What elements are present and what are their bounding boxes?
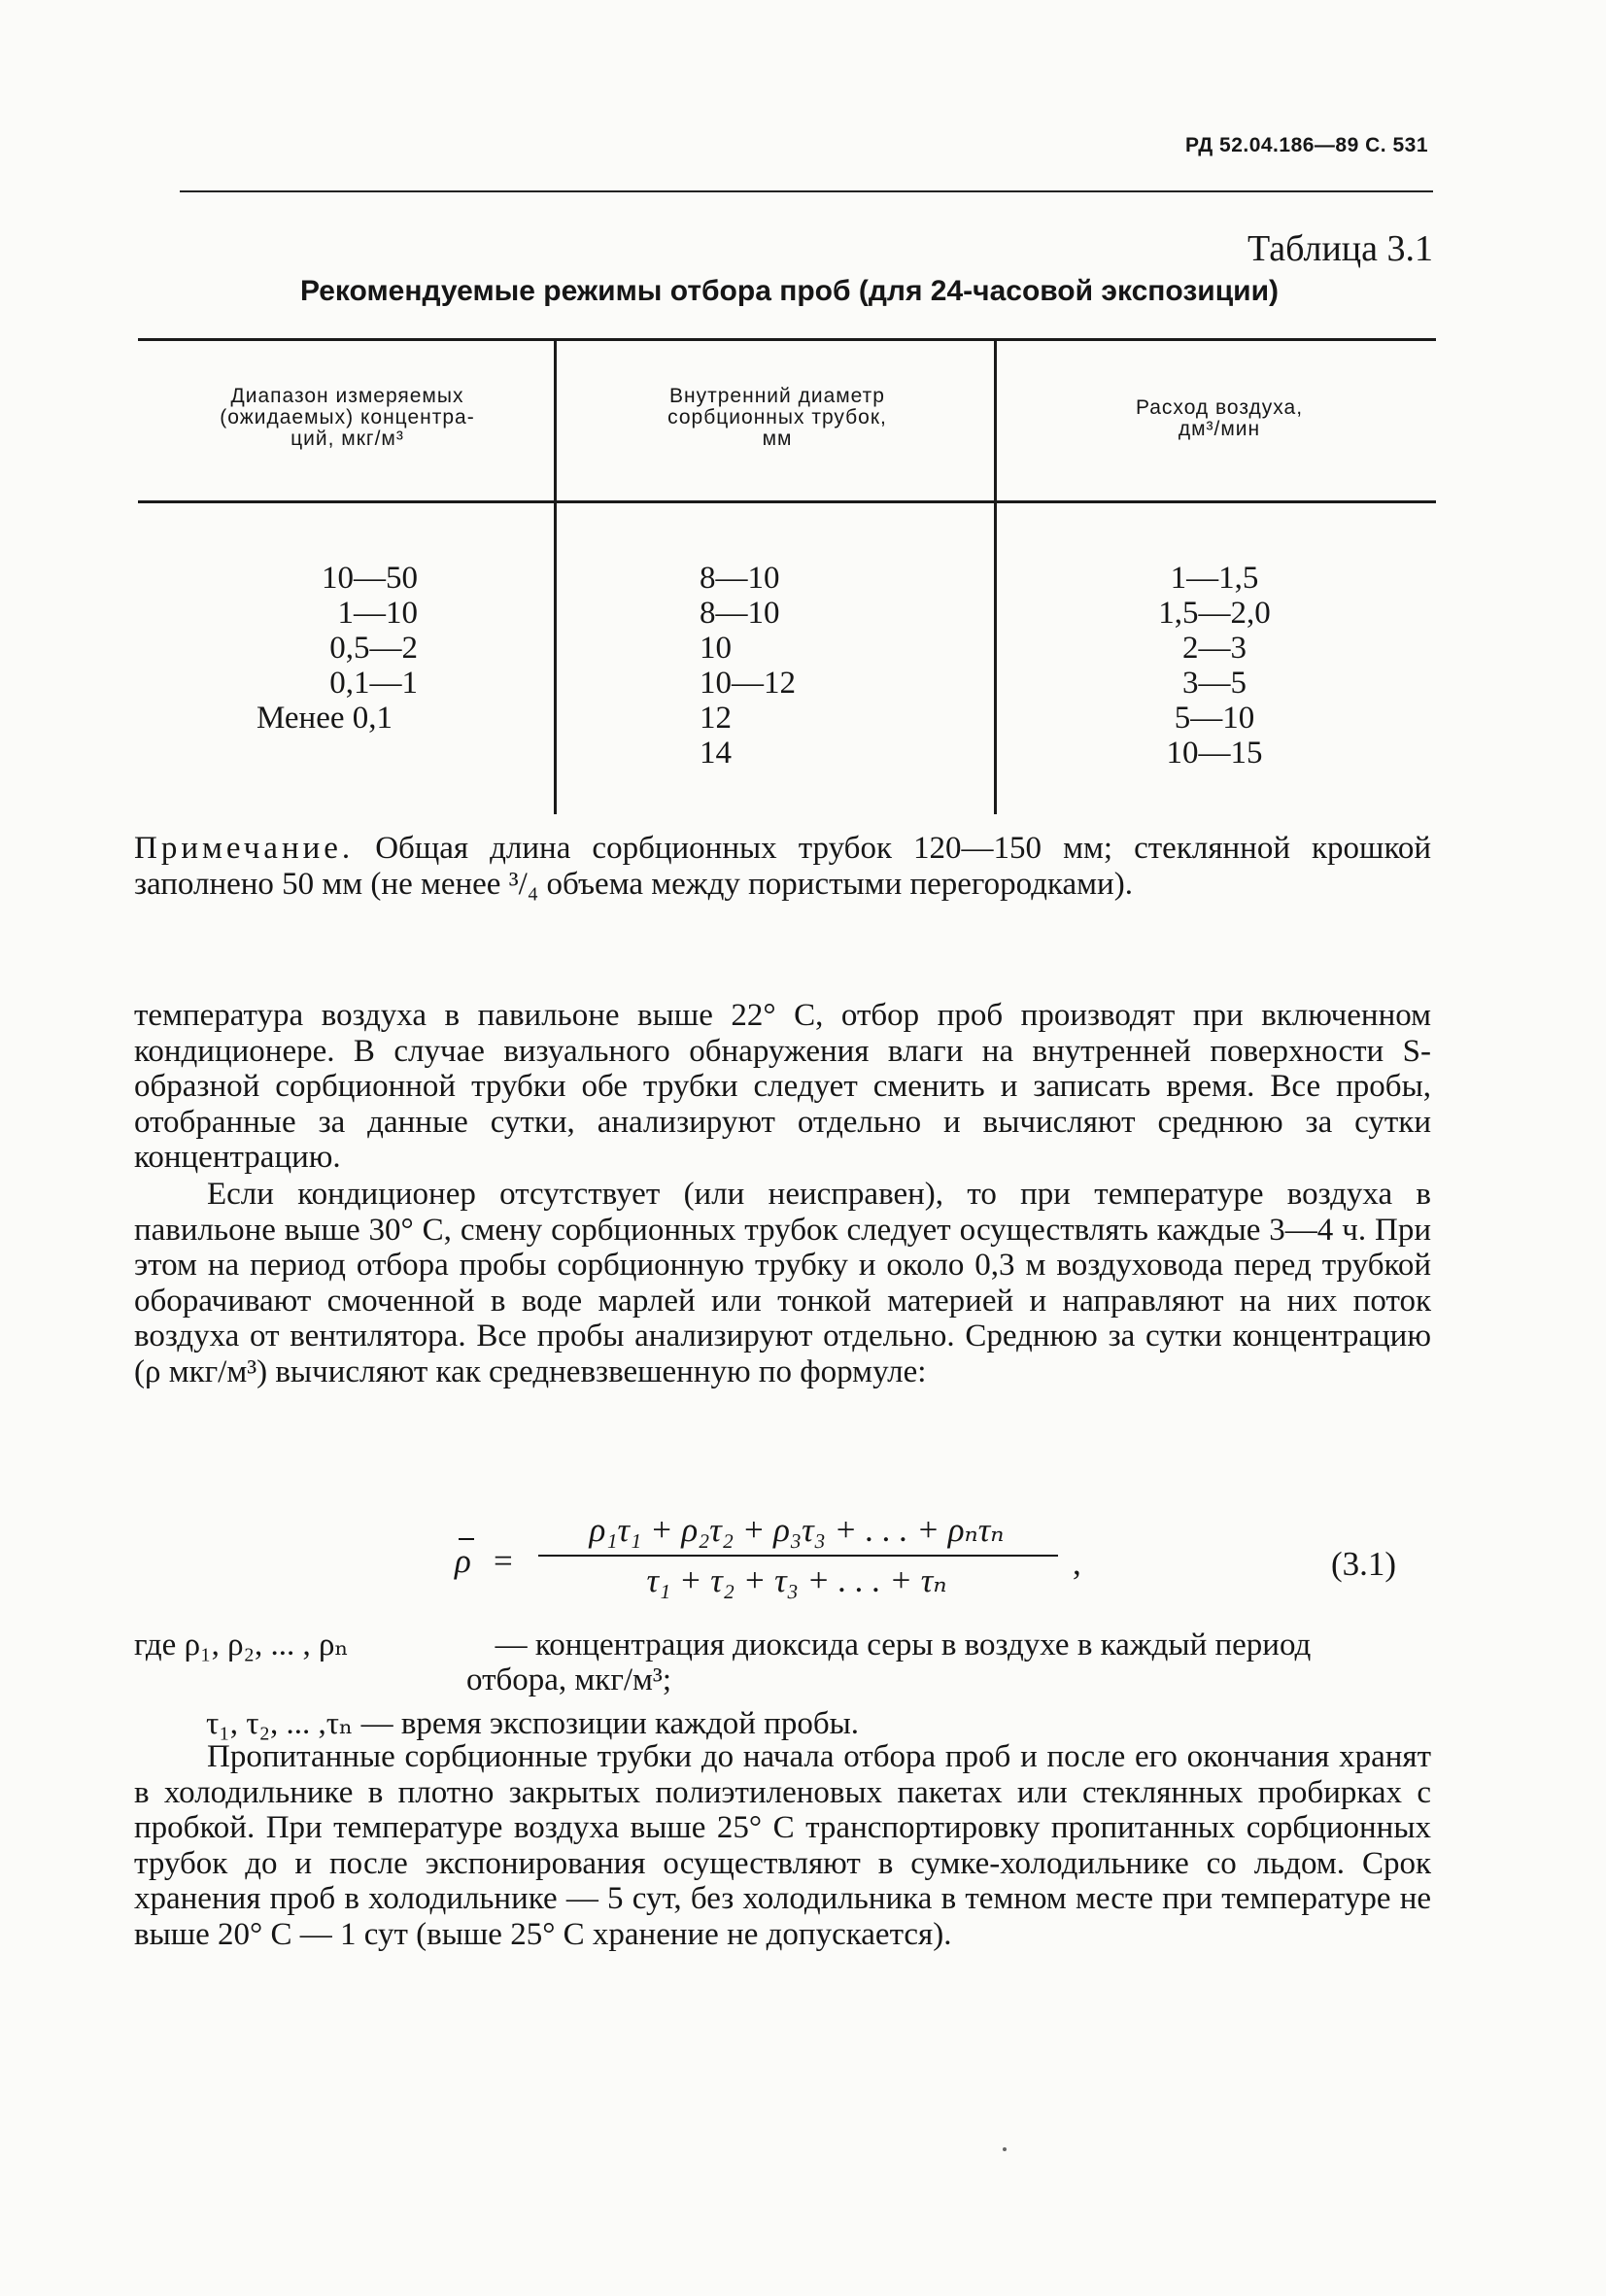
table-cell: 14 [700, 736, 732, 771]
body-paragraph: температура воздуха в павильоне выше 22° С, отбор проб производят при включенном кондиционере. В случае визуального обнаружения влаги на внутренней поверхности S-образной сорбционной трубки обе трубки следует сменить и записать время. Все пробы, отобранные за данные сутки, анализируют отдельно и вычисляют среднюю за сутки концентрацию. [134, 998, 1431, 1175]
body-paragraph: Пропитанные сорбционные трубки до начала отбора проб и после его окончания хранят в холодильнике в плотно закрытых полиэтиленовых пакетах или стеклянных пробирках с пробкой. При температуре воздуха выше 25° С транспортировку пропитанных сорбционных трубок до и после экспонирования осуществляют в сумке-холодильнике со льдом. Срок хранения проб в холодильнике — 5 сут, без холодильника в темном месте при температуре не выше 20° С — 1 сут (выше 25° С хранение не допускается). [134, 1739, 1431, 1952]
table-cell: 2—3 [1182, 631, 1247, 666]
column-divider [554, 340, 557, 814]
table-cell: 10—50 [322, 561, 418, 596]
table-cell: 0,5—2 [329, 631, 418, 666]
table-header-rule [138, 500, 1436, 503]
legend-intro: где [134, 1628, 177, 1662]
column-airflow-values [1117, 561, 1312, 771]
table-top-rule [138, 338, 1436, 341]
note-text: Общая длина сорбционных трубок 120—150 мм; стеклянной крошкой заполнено 50 мм (не менее ³/₄ объема между пористыми перегородками). [134, 831, 1431, 902]
table-cell: 8—10 [700, 596, 780, 631]
fraction-line [538, 1555, 1058, 1557]
formula-denominator: τ₁ + τ₂ + τ₃ + . . . + τₙ [646, 1561, 947, 1599]
table-title: Рекомендуемые режимы отбора проб (для 24-часовой экспозиции) [299, 275, 1280, 307]
formula-comma: , [1073, 1544, 1081, 1582]
formula-lhs: ρ [455, 1542, 471, 1580]
table-cell: 1—1,5 [1170, 561, 1259, 596]
table-cell: 8—10 [700, 561, 780, 596]
formula-numerator: ρ₁τ₁ + ρ₂τ₂ + ρ₃τ₃ + . . . + ρₙτₙ [589, 1511, 1005, 1549]
running-header: РД 52.04.186—89 С. 531 [1185, 134, 1428, 156]
formula-equals: = [494, 1542, 513, 1580]
scan-speck [1003, 2147, 1007, 2151]
table-note [134, 831, 1431, 902]
table-cell: 1,5—2,0 [1158, 596, 1271, 631]
column-divider [994, 340, 997, 814]
legend-definition: — концентрация диоксида серы в воздухе в каждый период [495, 1628, 1312, 1662]
formula [455, 1511, 1096, 1628]
table-cell: 3—5 [1182, 666, 1247, 701]
legend-term: τ₁, τ₂, ... ,τₙ [206, 1706, 354, 1741]
mean-overbar [459, 1538, 474, 1540]
formula-legend-line [206, 1703, 859, 1742]
column-range-values [223, 561, 418, 736]
table-cell: 10—15 [1166, 736, 1263, 771]
legend-definition-continued: отбора, мкг/м³; [466, 1662, 671, 1697]
formula-number: (3.1) [1331, 1545, 1397, 1583]
table-cell: 1—10 [337, 596, 418, 631]
legend-definition: — время экспозиции каждой пробы. [360, 1706, 860, 1741]
formula-legend-line [134, 1628, 1431, 1662]
table-cell: Менее 0,1 [256, 701, 393, 736]
table-cell: 10 [700, 631, 732, 666]
column-header-diameter: Внутренний диаметр сорбционных трубок, мм [667, 385, 887, 450]
table-label: Таблица 3.1 [1247, 228, 1433, 269]
column-header-range: Диапазон измеряемых (ожидаемых) концентра- ций, мкг/м³ [220, 385, 475, 450]
column-diameter-values [700, 561, 894, 771]
header-rule [180, 190, 1433, 192]
column-header-airflow: Расход воздуха, дм³/мин [1135, 396, 1304, 440]
table-cell: 10—12 [700, 666, 796, 701]
body-paragraph: Если кондиционер отсутствует (или неисправен), то при температуре воздуха в павильоне выше 30° С, смену сорбционных трубок следует осуществлять каждые 3—4 ч. При этом на период отбора пробы сорбционную трубку и около 0,3 м воздуховода перед трубкой оборачивают смоченной в воде марлей или тонкой материей и направляют на них поток воздуха от вентилятора. Все пробы анализируют отдельно. Среднюю за сутки концентрацию (ρ мкг/м³) вычисляют как средневзвешенную по формуле: [134, 1177, 1431, 1389]
legend-term: ρ₁, ρ₂, ... , ρₙ [184, 1628, 349, 1662]
table-cell: 5—10 [1174, 701, 1255, 736]
table-cell: 12 [700, 701, 732, 736]
table-cell: 0,1—1 [329, 666, 418, 701]
note-label: Примечание. [134, 831, 355, 866]
